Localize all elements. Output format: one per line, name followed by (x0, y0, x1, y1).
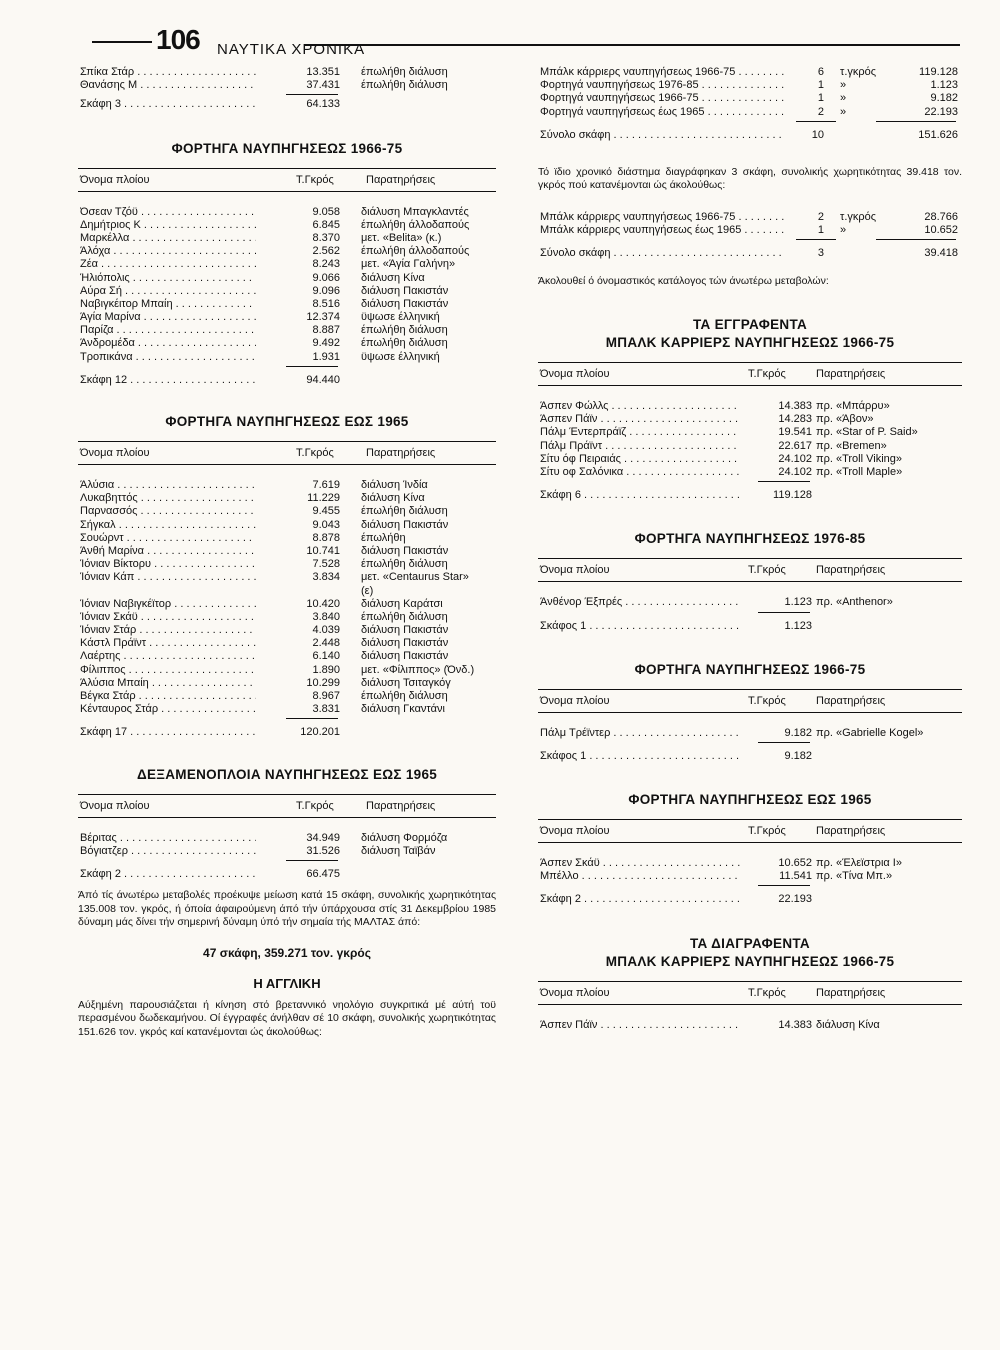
section-title: ΦΟΡΤΗΓΑ ΝΑΥΠΗΓΗΣΕΩΣ 1976-85 (634, 531, 866, 547)
table-row (78, 545, 496, 558)
ship-name: Άλόχα . . . (80, 245, 256, 258)
remarks: έπωλήθη άλλοδαπούς (361, 245, 470, 258)
gross-tonnage: 11.229 (307, 492, 340, 505)
table-header (538, 558, 962, 582)
category-name: Φορτηγά ναυπηγήσεως έως 1965 . . . (540, 106, 785, 119)
total-row (78, 868, 496, 881)
table-row (78, 624, 496, 637)
table-row (538, 727, 962, 740)
col-notes-header: Παρατηρήσεις (366, 173, 436, 186)
unit-label: » (840, 105, 847, 118)
ship-name: Σκάφη 6 . . . (540, 489, 740, 502)
ship-name: Πάλμ Πράϊντ . . . (540, 440, 740, 453)
gross-tonnage: 22.617 (778, 439, 812, 452)
remarks: διάλυση Πακιστάν (361, 297, 449, 310)
ship-name: Σκάφη 3 . . . (80, 98, 256, 111)
remarks: μετ. «Belita» (κ.) (361, 231, 442, 244)
gross-tonnage: 2.562 (312, 245, 340, 258)
ship-name: Ζέα . . . (80, 258, 256, 271)
category-name: Φορτηγά ναυπηγήσεως 1976-85 . . . (540, 79, 785, 92)
gross-tonnage: 9.455 (312, 505, 340, 518)
remarks: πρ. «Troll Maple» (816, 465, 903, 478)
remarks: έπωλήθη διάλυση (361, 505, 448, 518)
summary-row (538, 211, 962, 224)
ship-count: 1 (817, 92, 824, 105)
total-row (78, 374, 496, 387)
table-header (538, 362, 962, 386)
col-grt-header: Τ.Γκρός (296, 799, 334, 812)
remarks: πρ. «Άβον» (816, 413, 874, 426)
ship-name: Κάστλ Πράϊντ . . . (80, 637, 256, 650)
total-row (538, 893, 962, 906)
paragraph: Τό ϊδιο χρονικό διάστημα διαγράφηκαν 3 σκάφη, συνολικής χωρητικότητας 39.418 τον. γκρός πού κατανέμονται ώς άκολούθως: (538, 165, 962, 192)
table-row (78, 219, 496, 232)
table-row (78, 505, 496, 518)
table-row (78, 585, 496, 598)
ship-name: Σκάφη 17 . . . (80, 726, 256, 739)
remarks: διάλυση Πακιστάν (361, 518, 449, 531)
section-title: ΦΟΡΤΗΓΑ ΝΑΥΠΗΓΗΣΕΩΣ 1966-75 (171, 140, 403, 156)
section-title (538, 316, 962, 352)
summary-row (538, 66, 962, 79)
section-title-line: ΤΑ ΔΙΑΓΡΑΦΕΝΤΑ (690, 935, 810, 951)
table-row (78, 519, 496, 532)
remarks: διάλυση Πακιστάν (361, 624, 449, 637)
table-row (538, 870, 962, 883)
ship-name: Φίλιππος . . . (80, 664, 256, 677)
gross-tonnage: 2.448 (312, 637, 340, 650)
ship-name: Μπέλλο . . . (540, 870, 740, 883)
remarks: πρ. «Έλεϊστρια Ι» (816, 857, 902, 870)
ship-name: Σπίκα Στάρ . . . (80, 66, 256, 79)
gross-tonnage: 8.887 (312, 324, 340, 337)
col-name-header: Όνομα πλοίου (80, 447, 150, 459)
remarks: διάλυση Κίνα (361, 492, 425, 505)
col-notes-header: Παρατηρήσεις (816, 368, 886, 380)
category-name: Μπάλκ κάρριερς ναυπηγήσεως έως 1965 . . . (540, 224, 785, 237)
gross-tonnage: 24.102 (778, 452, 812, 465)
col-name-header: Όνομα πλοίου (80, 173, 150, 186)
gross-tonnage: 34.949 (306, 831, 340, 844)
paragraph: Άπό τίς άνωτέρω μεταβολές προέκυψε μείωση κατά 15 σκάφη, συνολικής χωρητικότητας 135.008 τον. γκρός, ή όποία άφαιρούμενη άπό τήν ύπάρχουσα στίς 31 Δεκεμβρίου 1985 δύναμη μάς δίνει τήν σημερινή δύναμη ύπό τήν σημαία τής ΜΑΛΤΑΣ άπό: (78, 889, 496, 929)
col-grt-header: Τ.Γκρός (748, 564, 786, 577)
remarks: (ε) (361, 584, 374, 597)
table-row (78, 258, 496, 271)
ship-name: Σίτυ οφ Σαλόνικα . . . (540, 466, 740, 479)
gross-tonnage: 14.383 (778, 1018, 812, 1031)
ship-name: Άνδρομέδα . . . (80, 337, 256, 350)
ship-name: Άσπεν Σκάϋ . . . (540, 857, 740, 870)
gross-tonnage: 9.096 (312, 284, 340, 297)
gross-tonnage: 31.526 (306, 844, 340, 857)
gross-tonnage: 7.528 (312, 558, 340, 571)
total-row (538, 247, 962, 260)
ship-name: Σκάφη 2 . . . (540, 893, 740, 906)
remarks: ϋψωσε έλληνική (361, 350, 440, 363)
ship-name: Σήγκαλ . . . (80, 519, 256, 532)
ship-count: 1 (817, 224, 824, 237)
gross-tonnage: 9.492 (312, 337, 340, 350)
table-row (78, 311, 496, 324)
gross-tonnage: 1.123 (930, 79, 958, 92)
remarks: διάλυση Μπαγκλαντές (361, 205, 469, 218)
col-grt-header: Τ.Γκρός (296, 173, 334, 186)
table-header (538, 819, 962, 843)
table-row (538, 1019, 962, 1032)
gross-tonnage: 1.123 (784, 596, 812, 609)
remarks: διάλυση Πακιστάν (361, 284, 449, 297)
section-title (538, 935, 962, 971)
remarks: διάλυση Ταϊβάν (361, 844, 436, 857)
total-row (78, 726, 496, 739)
ship-name: Σκάφη 12 . . . (80, 374, 256, 387)
remarks: μετ. «Φίλιππος» (Όνδ.) (361, 663, 475, 676)
table-row (78, 324, 496, 337)
gross-tonnage: 8.370 (312, 231, 340, 244)
table-row (78, 558, 496, 571)
ship-count: 6 (817, 66, 824, 78)
remarks: διάλυση Φορμόζα (361, 831, 448, 844)
table-row (78, 479, 496, 492)
total-row (78, 98, 496, 111)
remarks: μετ. «Centaurus Star» (361, 571, 469, 584)
remarks: πρ. «Troll Viking» (816, 452, 902, 465)
gross-tonnage: 1.123 (784, 619, 812, 632)
table-row (78, 285, 496, 298)
ship-name: Λαέρτης . . . (80, 650, 256, 663)
publication-title: ΝΑΥΤΙΚΑ ΧΡΟΝΙΚΑ (217, 41, 366, 58)
col-grt-header: Τ.Γκρός (748, 694, 786, 707)
gross-tonnage: 11.541 (779, 870, 812, 883)
table-row (78, 245, 496, 258)
ship-name: Παρνασσός . . . (80, 505, 256, 518)
table-header (538, 981, 962, 1005)
remarks: διάλυση Ίνδία (361, 479, 428, 491)
table-header (78, 441, 496, 465)
gross-tonnage: 9.182 (784, 749, 812, 762)
gross-tonnage: 119.128 (919, 66, 958, 78)
table-row (538, 857, 962, 870)
summary-row (538, 79, 962, 92)
gross-tonnage: 28.766 (924, 210, 958, 223)
total-row (538, 489, 962, 502)
table-row (78, 598, 496, 611)
gross-tonnage: 8.516 (312, 297, 340, 310)
total-row (538, 129, 962, 142)
ship-name: Σίτυ όφ Πειραιάς . . . (540, 453, 740, 466)
remarks: μετ. «Άγία Γαλήνη» (361, 258, 456, 271)
remarks: έπωλήθη διάλυση (361, 324, 448, 337)
col-name-header: Όνομα πλοίου (540, 564, 610, 577)
table-header (78, 168, 496, 192)
remarks: πρ. «Gabrielle Kogel» (816, 726, 924, 739)
col-notes-header: Παρατηρήσεις (816, 564, 886, 577)
page-number: 106 (156, 24, 200, 55)
table-row (78, 492, 496, 505)
remarks: έπωλήθη (361, 531, 406, 544)
gross-tonnage: 19.541 (778, 426, 812, 439)
col-grt-header: Τ.Γκρός (748, 368, 786, 380)
section-title-line: ΤΑ ΕΓΓΡΑΦΕΝΤΑ (692, 317, 808, 332)
total-row (538, 620, 962, 633)
summary-row (538, 224, 962, 237)
left-column (78, 66, 496, 1047)
remarks: έπωλήθη διάλυση (361, 558, 448, 571)
table-row (78, 832, 496, 845)
gross-tonnage: 24.102 (778, 465, 812, 478)
table-row (78, 637, 496, 650)
gross-tonnage: 120.201 (300, 726, 340, 739)
unit-label: » (840, 79, 847, 92)
table-row (78, 337, 496, 350)
ship-name: Άγία Μαρίνα . . . (80, 311, 256, 324)
table-row (78, 690, 496, 703)
category-name: Μπάλκ κάρριερς ναυπηγήσεως 1966-75 . . . (540, 211, 785, 224)
category-name: Μπάλκ κάρριερς ναυπηγήσεως 1966-75 . . . (540, 66, 785, 79)
header-rule-left (92, 41, 152, 43)
gross-tonnage: 7.619 (312, 479, 340, 491)
unit-label: τ.γκρός (840, 210, 877, 223)
remarks: διάλυση Καράτσι (361, 597, 443, 610)
remarks: έπωλήθη διάλυση (361, 337, 448, 350)
ship-name: Ίόνιαν Στάρ . . . (80, 624, 256, 637)
section-title: ΦΟΡΤΗΓΑ ΝΑΥΠΗΓΗΣΕΩΣ ΕΩΣ 1965 (165, 414, 409, 429)
gross-tonnage: 3.834 (312, 571, 340, 584)
ship-name: Λυκαβηττός . . . (80, 492, 256, 505)
section-title-line: ΜΠΑΛΚ ΚΑΡΡΙΕΡΣ ΝΑΥΠΗΓΗΣΕΩΣ 1966-75 (605, 953, 895, 969)
table-row (78, 351, 496, 364)
ship-count: 10 (811, 128, 824, 141)
col-name-header: Όνομα πλοίου (80, 799, 150, 812)
remarks: διάλυση Κίνα (361, 271, 425, 284)
gross-tonnage: 151.626 (918, 128, 958, 141)
ship-name: Άσπεν Πάϊν . . . (540, 413, 740, 426)
unit-label: » (840, 92, 847, 105)
ship-name: Ήλιόπολις . . . (80, 272, 256, 285)
ship-name: Δημήτριος Κ . . . (80, 219, 256, 232)
table-row (78, 532, 496, 545)
subsection-title: Η ΑΓΓΛΙΚΗ (253, 975, 321, 991)
ship-name: Όσεαν Τζόϋ . . . (80, 206, 256, 219)
gross-tonnage: 3.831 (312, 703, 340, 716)
col-grt-header: Τ.Γκρός (748, 825, 786, 838)
remarks: πρ. «Τίνα Μπ.» (816, 870, 893, 883)
ship-name: Βόγιατζερ . . . (80, 845, 256, 858)
table-row (78, 845, 496, 858)
table-row (78, 79, 496, 92)
remarks: ϋψωσε έλληνική (361, 311, 440, 324)
table-row (78, 703, 496, 716)
remarks: πρ. «Bremen» (816, 439, 887, 452)
table-row (78, 650, 496, 663)
remarks: πρ. «Anthenor» (816, 596, 893, 609)
ship-name: Σκάφος 1 . . . (540, 620, 740, 633)
section-title-line: ΜΠΑΛΚ ΚΑΡΡΙΕΡΣ ΝΑΥΠΗΓΗΣΕΩΣ 1966-75 (605, 335, 895, 350)
gross-tonnage: 6.140 (312, 650, 340, 663)
table-row (78, 611, 496, 624)
gross-tonnage: 119.128 (773, 489, 812, 502)
col-name-header: Όνομα πλοίου (540, 825, 610, 838)
gross-tonnage: 9.066 (312, 271, 340, 284)
unit-label: » (840, 224, 847, 237)
gross-tonnage: 64.133 (306, 98, 340, 111)
remarks: έπωλήθη διάλυση (361, 79, 448, 92)
ship-name: Βέριτας . . . (80, 832, 256, 845)
remarks: διάλυση Πακιστάν (361, 650, 449, 663)
ship-name: Θανάσης Μ . . . (80, 79, 256, 92)
gross-tonnage: 94.440 (306, 373, 340, 386)
category-name: Σύνολο σκάφη . . . (540, 129, 785, 142)
col-grt-header: Τ.Γκρός (748, 986, 786, 999)
gross-tonnage: 10.652 (778, 857, 812, 870)
gross-tonnage: 12.374 (306, 311, 340, 324)
gross-tonnage: 9.043 (312, 518, 340, 531)
remarks: έπωλήθη διάλυση (361, 690, 448, 702)
gross-tonnage: 4.039 (312, 624, 340, 637)
ship-name: Σκάφος 1 . . . (540, 750, 740, 763)
ship-name: Σουώρντ . . . (80, 532, 256, 545)
ship-name: Μαρκέλλα . . . (80, 232, 256, 245)
page-header (92, 24, 960, 58)
ship-name: Αύρα Σή . . . (80, 285, 256, 298)
paragraph: Αύξημένη παρουσιάζεται ή κίνηση στό βρεταννικό νηολόγιο συγκριτικά μέ αύτή τοϋ περασμένου δωδεκαμήνου. Οί έγγραφές άνήλθαν σέ 10 σκάφη, συνολικής χωρητικότητας 151.626 τον. γκρός καί κατανέμονται ώς άκολούθως: (78, 998, 496, 1038)
table-row (78, 571, 496, 584)
gross-tonnage: 22.193 (778, 893, 812, 906)
ship-name: Ίόνιαν Σκάϋ . . . (80, 611, 256, 624)
gross-tonnage: 13.351 (306, 66, 340, 78)
gross-tonnage: 14.383 (778, 400, 812, 412)
ship-name: Άσπεν Πάϊν . . . (540, 1019, 740, 1032)
remarks: πρ. «Μπάρρυ» (816, 400, 890, 412)
ship-count: 2 (817, 105, 824, 118)
ship-count: 1 (817, 79, 824, 92)
gross-tonnage: 10.652 (924, 224, 958, 237)
remarks: διάλυση Πακιστάν (361, 544, 449, 557)
gross-tonnage: 10.741 (306, 544, 340, 557)
table-row (78, 66, 496, 79)
ship-count: 2 (817, 210, 824, 223)
col-name-header: Όνομα πλοίου (540, 986, 610, 999)
table-row (538, 453, 962, 466)
ship-name: Άνθένορ Έξπρές . . . (540, 596, 740, 609)
remarks: διάλυση Κίνα (816, 1018, 880, 1031)
header-rule-right (304, 44, 960, 46)
gross-tonnage: 9.182 (930, 92, 958, 105)
col-notes-header: Παρατηρήσεις (366, 447, 436, 459)
ship-name: Βέγκα Στάρ . . . (80, 690, 256, 703)
col-notes-header: Παρατηρήσεις (816, 825, 886, 838)
table-row (538, 466, 962, 479)
table-row (78, 232, 496, 245)
summary-row (538, 92, 962, 105)
table-row (538, 596, 962, 609)
remarks: έπωλήθη διάλυση (361, 66, 448, 78)
summary-line: 47 σκάφη, 359.271 τον. γκρός (203, 945, 371, 960)
ship-name: Πάλμ Τρέϊντερ . . . (540, 727, 740, 740)
gross-tonnage: 22.193 (924, 105, 958, 118)
col-name-header: Όνομα πλοίου (540, 368, 610, 380)
col-notes-header: Παρατηρήσεις (366, 799, 436, 812)
table-row (78, 664, 496, 677)
col-name-header: Όνομα πλοίου (540, 694, 610, 707)
section-title: ΦΟΡΤΗΓΑ ΝΑΥΠΗΓΗΣΕΩΣ 1966-75 (634, 661, 866, 677)
gross-tonnage: 1.931 (312, 350, 340, 363)
table-row (78, 298, 496, 311)
gross-tonnage: 10.420 (306, 597, 340, 610)
ship-name: Άλύσια . . . (80, 479, 256, 492)
gross-tonnage: 6.845 (312, 218, 340, 231)
gross-tonnage: 10.299 (306, 676, 340, 689)
remarks: έπωλήθη άλλοδαπούς (361, 218, 470, 231)
remarks: διάλυση Τσιταγκόγ (361, 676, 451, 689)
ship-name: Άνθή Μαρίνα . . . (80, 545, 256, 558)
section-title: ΦΟΡΤΗΓΑ ΝΑΥΠΗΓΗΣΕΩΣ ΕΩΣ 1965 (628, 792, 872, 808)
right-column (538, 66, 962, 1032)
table-row (538, 426, 962, 439)
ship-name: Παρίζα . . . (80, 324, 256, 337)
gross-tonnage: 3.840 (312, 610, 340, 623)
col-notes-header: Παρατηρήσεις (816, 986, 886, 999)
ship-name: Τροπικάνα . . . (80, 351, 256, 364)
ship-name: Ίόνιαν Κάπ . . . (80, 571, 256, 584)
col-grt-header: Τ.Γκρός (296, 447, 334, 459)
remarks: πρ. «Star of P. Said» (816, 426, 918, 439)
remarks: έπωλήθη διάλυση (361, 610, 448, 623)
ship-name: Ίόνιαν Ναβιγκέϊτορ . . . (80, 598, 256, 611)
table-row (78, 272, 496, 285)
col-notes-header: Παρατηρήσεις (816, 694, 886, 707)
table-header (78, 794, 496, 818)
gross-tonnage: 8.243 (312, 258, 340, 271)
total-row (538, 750, 962, 763)
ship-name: Πάλμ Έντερπράϊζ . . . (540, 426, 740, 439)
gross-tonnage: 9.058 (312, 205, 340, 218)
ship-name: Κένταυρος Στάρ . . . (80, 703, 256, 716)
gross-tonnage: 66.475 (306, 867, 340, 880)
table-header (538, 689, 962, 713)
ship-name: Άλύσια Μπαίη . . . (80, 677, 256, 690)
category-name: Σύνολο σκάφη . . . (540, 247, 785, 260)
table-row (78, 206, 496, 219)
gross-tonnage: 39.418 (924, 247, 958, 260)
ship-name: Άσπεν Φώλλς . . . (540, 400, 740, 413)
ship-name: Ναβιγκέιτορ Μπαίη . . . (80, 298, 256, 311)
section-title: ΔΕΞΑΜΕΝΟΠΛΟΙΑ ΝΑΥΠΗΓΗΣΕΩΣ ΕΩΣ 1965 (136, 766, 438, 782)
paragraph: Άκολουθεί ό όνομαστικός κατάλογος τών άνωτέρω μεταβολών: (538, 274, 829, 287)
summary-row (538, 106, 962, 119)
table-row (538, 413, 962, 426)
gross-tonnage: 37.431 (306, 79, 340, 92)
table-row (538, 440, 962, 453)
ship-name: Σκάφη 2 . . . (80, 868, 256, 881)
gross-tonnage: 8.967 (312, 690, 340, 702)
unit-label: τ.γκρός (840, 66, 877, 78)
category-name: Φορτηγά ναυπηγήσεως 1966-75 . . . (540, 92, 785, 105)
ship-name: Ίόνιαν Βίκτορυ . . . (80, 558, 256, 571)
gross-tonnage: 9.182 (784, 726, 812, 739)
gross-tonnage: 14.283 (778, 413, 812, 426)
gross-tonnage: 8.878 (312, 531, 340, 544)
remarks: διάλυση Πακιστάν (361, 637, 449, 650)
table-row (538, 400, 962, 413)
gross-tonnage: 1.890 (312, 663, 340, 676)
table-row (78, 677, 496, 690)
ship-count: 3 (817, 247, 824, 260)
remarks: διάλυση Γκαντάνι (361, 703, 445, 716)
